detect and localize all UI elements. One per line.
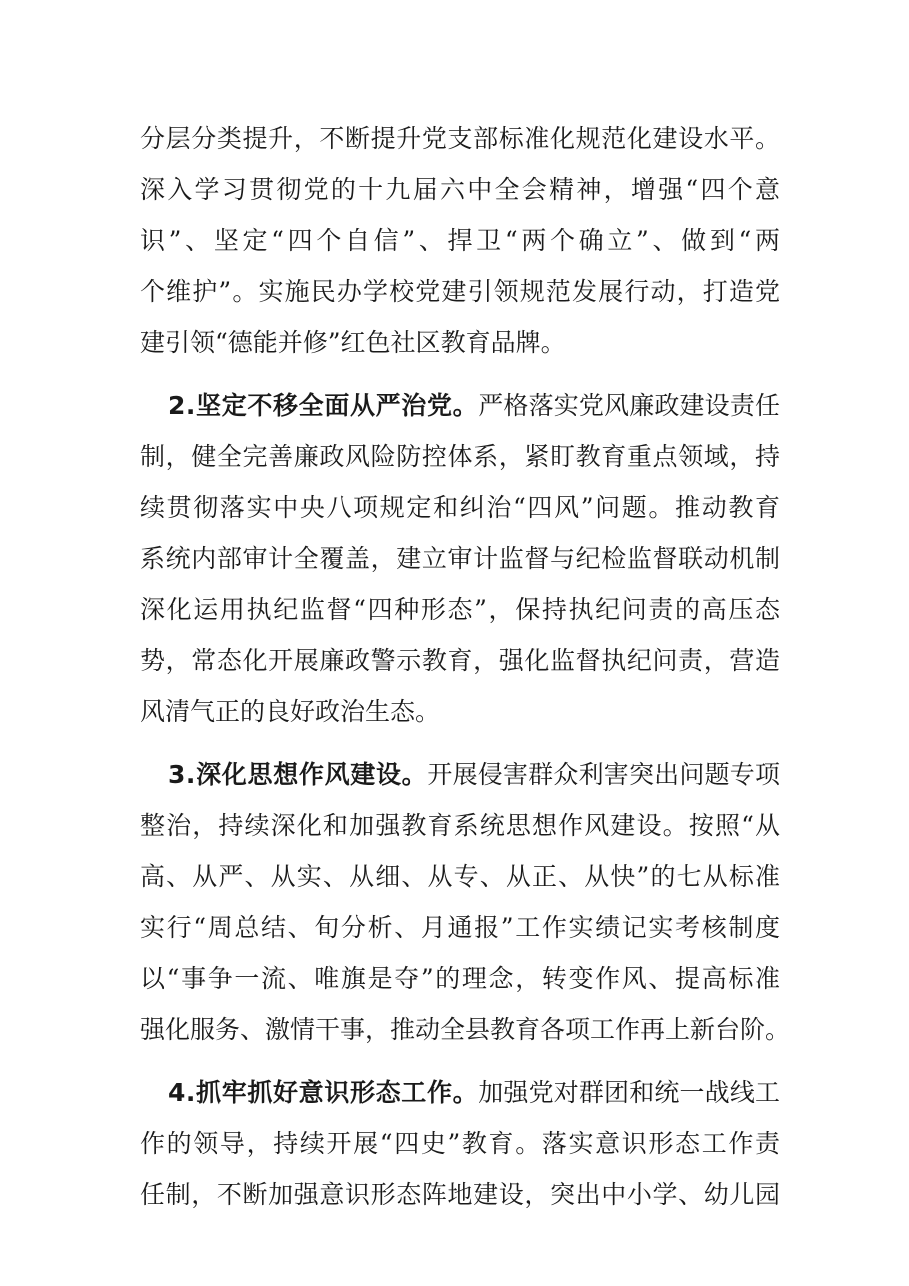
paragraph-4-heading: 4.抓牢抓好意识形态工作。 (168, 1078, 479, 1107)
paragraph-2-first-text: 严格落实党风廉政建设责任 (478, 391, 780, 420)
paragraph-2-line-3: 续贯彻落实中央八项规定和纠治“四风”问题。推动教育 (140, 493, 780, 522)
paragraph-3-line-5: 以“事争一流、唯旗是夺”的理念，转变作风、提高标准 (140, 964, 780, 993)
paragraph-3-line-4: 实行“周总结、旬分析、月通报”工作实绩记实考核制度 (140, 913, 780, 942)
paragraph-2-line-5: 深化运用执纪监督“四种形态”，保持执纪问责的高压态 (140, 595, 780, 624)
paragraph-3-line-3: 高、从严、从实、从细、从专、从正、从快”的七从标准 (140, 862, 780, 891)
paragraph-2-line-4: 系统内部审计全覆盖，建立审计监督与纪检监督联动机制 (140, 544, 780, 573)
paragraph-1-line-5: 建引领“德能并修”红色社区教育品牌。 (140, 328, 566, 357)
paragraph-4-first-text: 加强党对群团和统一战线工 (478, 1078, 780, 1107)
paragraph-2-line-2: 制，健全完善廉政风险防控体系，紧盯教育重点领域，持 (140, 442, 780, 471)
paragraph-1-line-2: 深入学习贯彻党的十九届六中全会精神，增强“四个意 (140, 175, 780, 204)
paragraph-4-first-line (168, 1073, 780, 1113)
paragraph-4-line-3: 任制，不断加强意识形态阵地建设，突出中小学、幼儿园 (140, 1180, 780, 1209)
paragraph-2-heading: 2.坚定不移全面从严治党。 (168, 391, 479, 420)
paragraph-2-line-7: 风清气正的良好政治生态。 (140, 697, 441, 726)
paragraph-1-line-1: 分层分类提升，不断提升党支部标准化规范化建设水平。 (140, 124, 780, 153)
paragraph-3-line-2: 整治，持续深化和加强教育系统思想作风建设。按照“从 (140, 811, 780, 840)
paragraph-1-line-3: 识”、坚定“四个自信”、捍卫“两个确立”、做到“两 (140, 226, 780, 255)
paragraph-1-line-4: 个维护”。实施民办学校党建引领规范发展行动，打造党 (140, 277, 780, 306)
paragraph-2-line-6: 势，常态化开展廉政警示教育，强化监督执纪问责，营造 (140, 646, 780, 675)
paragraph-3-first-line (168, 755, 780, 795)
paragraph-3-line-6: 强化服务、激情干事，推动全县教育各项工作再上新台阶。 (140, 1015, 791, 1044)
paragraph-4-line-2: 作的领导，持续开展“四史”教育。落实意识形态工作责 (140, 1129, 780, 1158)
paragraph-3-heading: 3.深化思想作风建设。 (168, 760, 428, 789)
paragraph-3-first-text: 开展侵害群众利害突出问题专项 (427, 760, 780, 789)
paragraph-2-first-line (168, 386, 780, 426)
